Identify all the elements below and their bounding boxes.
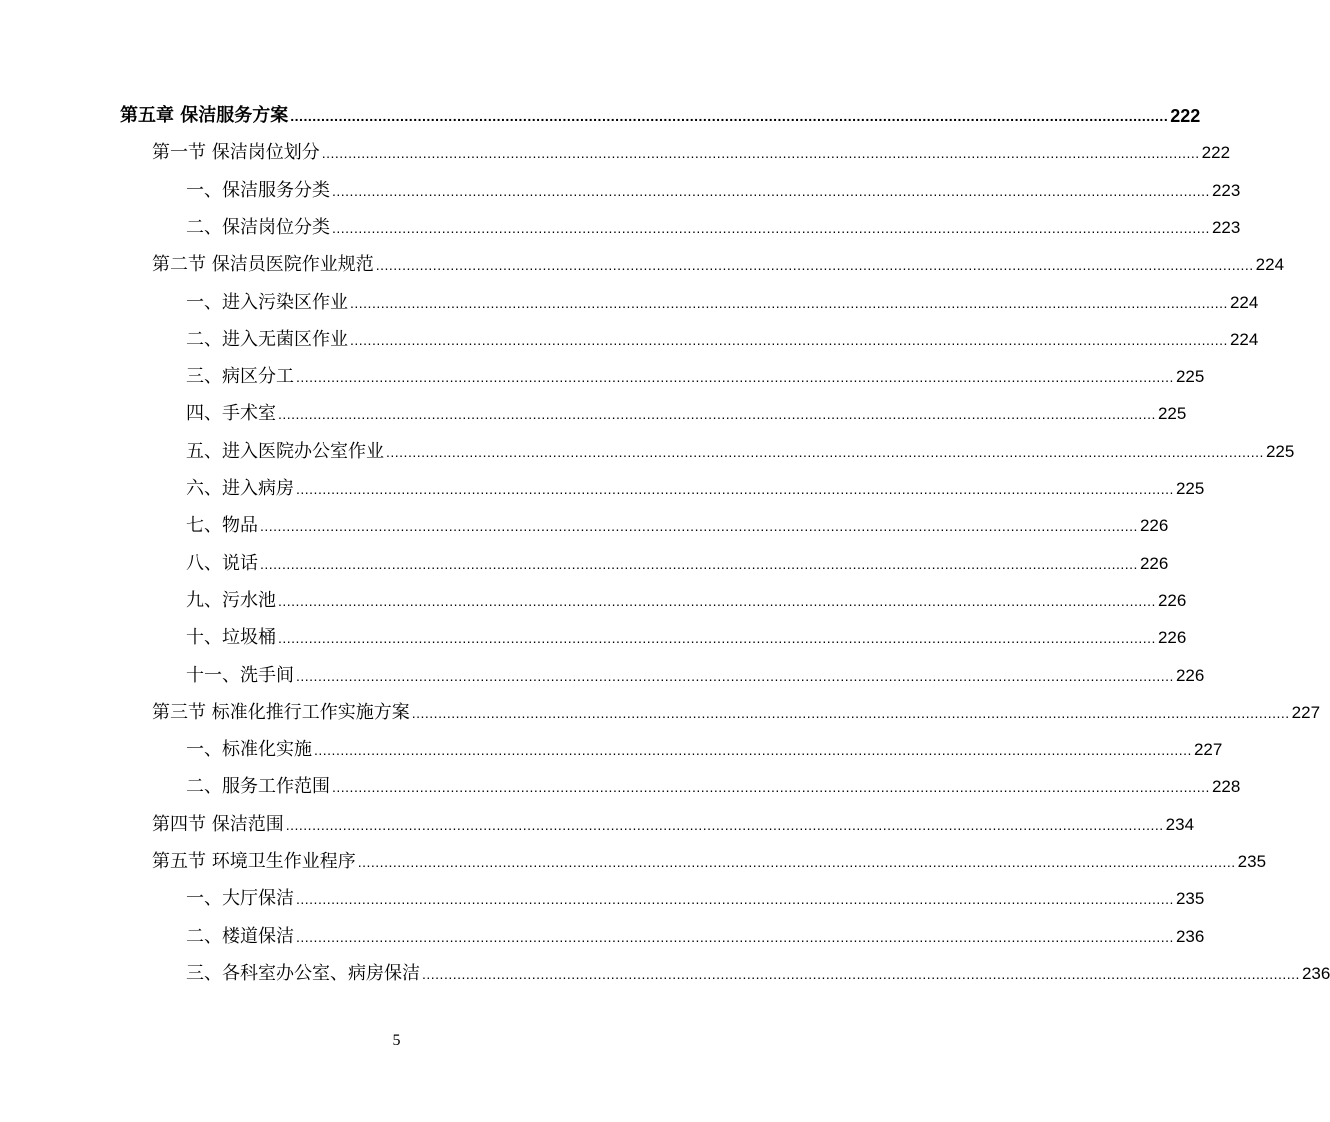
- toc-leader-dots: ........................................................................................................................................................................................................: [260, 555, 1138, 572]
- toc-entry-page: 225: [1265, 441, 1295, 461]
- toc-entry[interactable]: [186, 324, 1259, 352]
- toc-leader-dots: ........................................................................................................................................................................................................: [321, 145, 1200, 162]
- toc-entry[interactable]: [186, 212, 1241, 240]
- toc-entry-label: 八、说话: [186, 552, 258, 574]
- toc-leader-dots: ........................................................................................................................................................................................................: [296, 928, 1174, 945]
- toc-entry-page: 222: [1170, 106, 1201, 126]
- toc-entry-page: 225: [1175, 479, 1205, 498]
- toc-entry-label: 第五章 保洁服务方案: [120, 105, 289, 126]
- toc-entry[interactable]: [186, 660, 1205, 688]
- toc-leader-dots: ........................................................................................................................................................................................................: [296, 891, 1174, 908]
- toc-entry-page: 228: [1211, 777, 1241, 797]
- toc-entry[interactable]: [186, 473, 1205, 501]
- toc-leader-dots: ........................................................................................................................................................................................................: [296, 667, 1174, 684]
- toc-entry-label: 十、垃圾桶: [186, 627, 276, 649]
- toc-entry-label: 五、进入医院办公室作业: [186, 440, 384, 462]
- toc-entry[interactable]: [152, 697, 1321, 725]
- toc-entry[interactable]: [186, 510, 1169, 538]
- toc-entry-page: 226: [1157, 628, 1187, 648]
- toc-entry[interactable]: [186, 883, 1205, 911]
- toc-leader-dots: ........................................................................................................................................................................................................: [296, 481, 1174, 497]
- toc-entry-page: 235: [1237, 852, 1267, 871]
- toc-leader-dots: ........................................................................................................................................................................................................: [290, 108, 1169, 124]
- toc-leader-dots: ........................................................................................................................................................................................................: [278, 592, 1156, 609]
- toc-entry-label: 第四节 保洁范围: [152, 813, 284, 835]
- toc-entry-page: 223: [1211, 217, 1241, 237]
- toc-entry-label: 六、进入病房: [186, 478, 294, 499]
- toc-entry-page: 236: [1301, 963, 1330, 983]
- toc-entry-label: 七、物品: [186, 515, 258, 537]
- toc-entry-label: 一、标准化实施: [186, 739, 312, 761]
- toc-leader-dots: ........................................................................................................................................................................................................: [260, 518, 1138, 535]
- toc-entry-label: 二、保洁岗位分类: [186, 216, 330, 238]
- toc-leader-dots: ........................................................................................................................................................................................................: [350, 294, 1228, 311]
- toc-entry-page: 225: [1157, 404, 1187, 424]
- toc-entry-page: 224: [1229, 329, 1259, 349]
- toc-entry-page: 226: [1139, 516, 1169, 536]
- toc-entry-label: 九、污水池: [186, 589, 276, 611]
- toc-entry-label: 一、大厅保洁: [186, 888, 294, 910]
- toc-entry[interactable]: [186, 287, 1259, 315]
- toc-entry-page: 224: [1255, 255, 1285, 275]
- page-number: 5: [392, 1032, 401, 1049]
- toc-entry[interactable]: [186, 175, 1241, 203]
- toc-entry-page: 227: [1193, 740, 1223, 760]
- toc-entry[interactable]: [152, 846, 1267, 874]
- toc-leader-dots: ........................................................................................................................................................................................................: [350, 331, 1228, 348]
- toc-leader-dots: ........................................................................................................................................................................................................: [332, 219, 1210, 236]
- toc-chapter-entry[interactable]: [120, 100, 1201, 128]
- toc-entry-label: 第一节 保洁岗位划分: [152, 142, 320, 164]
- toc-entry[interactable]: [186, 548, 1169, 576]
- toc-leader-dots: ........................................................................................................................................................................................................: [422, 965, 1300, 982]
- toc-entry-page: 225: [1175, 367, 1205, 387]
- toc-leader-dots: ........................................................................................................................................................................................................: [357, 854, 1236, 870]
- toc-entry-label: 十一、洗手间: [186, 664, 294, 686]
- toc-entry-page: 223: [1211, 180, 1241, 200]
- toc-leader-dots: ........................................................................................................................................................................................................: [314, 742, 1192, 759]
- toc-leader-dots: ........................................................................................................................................................................................................: [332, 182, 1210, 199]
- toc-entry[interactable]: [186, 585, 1187, 613]
- toc-leader-dots: ........................................................................................................................................................................................................: [278, 406, 1156, 423]
- toc-leader-dots: ........................................................................................................................................................................................................: [386, 443, 1264, 460]
- toc-entry-label: 三、病区分工: [186, 366, 294, 388]
- toc-entry-label: 四、手术室: [186, 403, 276, 425]
- toc-entry[interactable]: [186, 958, 1330, 986]
- toc-entry-page: 226: [1139, 553, 1169, 573]
- toc-leader-dots: ........................................................................................................................................................................................................: [278, 630, 1156, 647]
- toc-entry-page: 222: [1201, 143, 1231, 163]
- toc-leader-dots: ........................................................................................................................................................................................................: [296, 369, 1174, 386]
- toc-entry-page: 234: [1165, 814, 1195, 834]
- toc-entry-page: 224: [1229, 292, 1259, 312]
- toc-entry-label: 二、进入无菌区作业: [186, 328, 348, 350]
- toc-entry-page: 227: [1291, 702, 1321, 722]
- toc-entry[interactable]: [152, 809, 1195, 837]
- toc-entry[interactable]: [186, 622, 1187, 650]
- toc-entry-label: 三、各科室办公室、病房保洁: [186, 962, 420, 984]
- toc-entry-page: 226: [1157, 590, 1187, 610]
- toc-entry-label: 二、服务工作范围: [186, 776, 330, 798]
- toc-leader-dots: ........................................................................................................................................................................................................: [375, 257, 1254, 274]
- toc-entry[interactable]: [186, 734, 1223, 762]
- toc-entry-label: 一、进入污染区作业: [186, 291, 348, 313]
- toc-entry[interactable]: [152, 249, 1285, 277]
- toc-leader-dots: ........................................................................................................................................................................................................: [411, 704, 1290, 721]
- toc-entry-page: 235: [1175, 889, 1205, 909]
- toc-leader-dots: ........................................................................................................................................................................................................: [285, 816, 1164, 833]
- toc-entry[interactable]: [186, 398, 1187, 426]
- toc-entry-label: 第五节 环境卫生作业程序: [152, 851, 356, 872]
- toc-entry-page: 236: [1175, 926, 1205, 946]
- toc-entry[interactable]: [186, 436, 1295, 464]
- toc-entry-label: 一、保洁服务分类: [186, 179, 330, 201]
- toc-entry[interactable]: [186, 921, 1205, 949]
- toc-leader-dots: ........................................................................................................................................................................................................: [332, 779, 1210, 796]
- toc-entry[interactable]: [186, 361, 1205, 389]
- toc-entry-label: 二、楼道保洁: [186, 925, 294, 947]
- toc-entry[interactable]: [152, 137, 1231, 165]
- toc-entry-label: 第三节 标准化推行工作实施方案: [152, 701, 410, 723]
- toc-entry[interactable]: [186, 771, 1241, 799]
- toc-entry-page: 226: [1175, 665, 1205, 685]
- toc-entry-label: 第二节 保洁员医院作业规范: [152, 254, 374, 276]
